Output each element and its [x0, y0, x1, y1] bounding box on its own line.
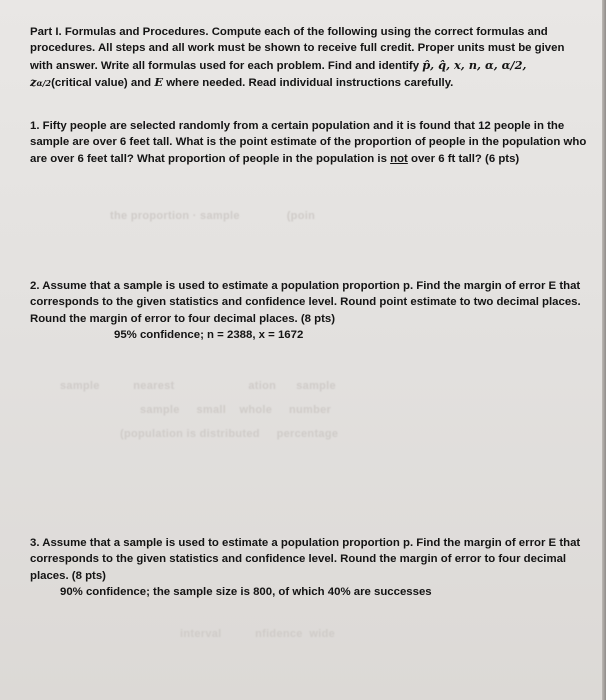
- question-2-given: 95% confidence; n = 2388, x = 1672: [114, 329, 304, 342]
- question-1-emphasis: not: [390, 152, 408, 165]
- z-critical-symbol: [30, 75, 51, 89]
- question-2-text: 2. Assume that a sample is used to estimate a population proportion p. Find the margin of error E that corresponds to the given statistics and confidence level. Round point estimate to two decimal places. Round the margin of error to four decimal places. (8 pts): [30, 280, 581, 325]
- question-3: [30, 535, 588, 601]
- show-through-text: sample nearest ation sample: [60, 380, 336, 392]
- paper-edge: [602, 0, 606, 700]
- question-1-text: [30, 118, 588, 167]
- show-through-text: (population is distributed percentage: [120, 428, 339, 440]
- question-1: [30, 118, 588, 167]
- question-1-tail: over 6 ft tall? (6 pts): [411, 152, 520, 165]
- part-label: Part I. Formulas and Procedures.: [30, 26, 209, 38]
- symbols: p̂, q̂, x, n, α, α/2,: [422, 57, 527, 72]
- instructions-text-3: where needed. Read individual instructions carefully.: [166, 77, 454, 90]
- question-2: [30, 278, 588, 344]
- part-instructions: [30, 24, 588, 92]
- z-subscript: α/2: [36, 78, 52, 89]
- z-letter: z: [30, 75, 37, 90]
- show-through-text: sample small whole number: [140, 404, 332, 416]
- instructions-text: Compute each of the following using the correct formulas and procedures. All steps and all work must be shown to receive full credit. Proper units must be given with answer. Write all formulas used for each problem. Find and identify: [30, 26, 565, 72]
- question-1-body: 1. Fifty people are selected randomly from a certain population and it is found that 12 people in the sample are over 6 feet tall. What is the point estimate of the proportion of people in the population who are over 6 feet tall? What proportion of people in the population is: [30, 120, 587, 165]
- question-3-text: 3. Assume that a sample is used to estimate a population proportion p. Find the margin of error E that corresponds to the given statistics and confidence level. Round the margin of error to four decimal places. (8 pts): [30, 537, 581, 582]
- margin-error-symbol: E: [154, 75, 164, 90]
- show-through-text: interval nfidence wide: [180, 628, 336, 640]
- question-3-given: 90% confidence; the sample size is 800, of which 40% are successes: [60, 586, 432, 599]
- show-through-text: the proportion · sample (poin: [110, 210, 316, 222]
- instructions-text-2: (critical value) and: [51, 77, 152, 90]
